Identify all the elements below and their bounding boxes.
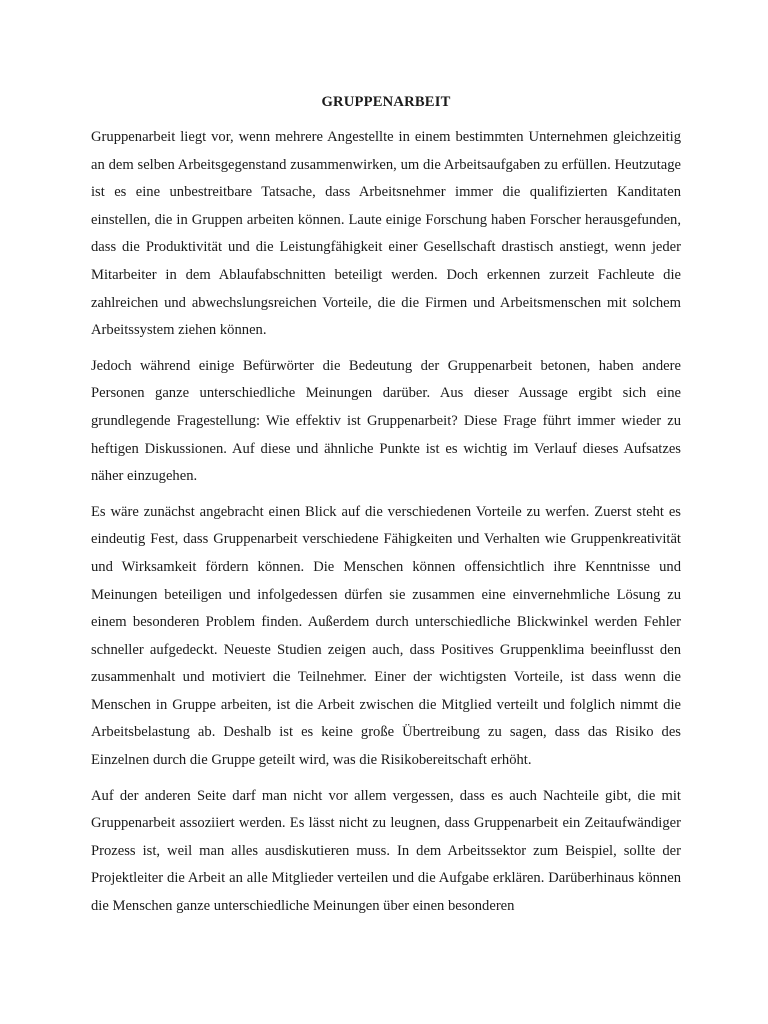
paragraph-question: Jedoch während einige Befürwörter die Bedeutung der Gruppenarbeit betonen, haben andere Personen ganze unterschiedliche Meinungen darüber. Aus dieser Aussage ergibt sich eine grundlegende Fragestellung: Wie effektiv ist Gruppenarbeit? Diese Frage führt immer wieder zu heftigen Diskussionen. Auf diese und ähnliche Punkte ist es wichtig im Verlauf dieses Aufsatzes näher einzugehen. xyxy=(91,357,681,485)
paragraph-introduction: Gruppenarbeit liegt vor, wenn mehrere Angestellte in einem bestimmten Unternehmen gleichzeitig an dem selben Arbeitsgegenstand zusammenwirken, um die Arbeitsaufgaben zu erfüllen. Heutzutage ist es eine unbestreitbare Tatsache, dass Arbeitsnehmer immer die qualifizierten Kanditaten einstellen, die in Gruppen arbeiten können. Laute einige Forschung haben Forscher herausgefunden, dass die Produktivität und die Leistungfähigkeit einer Gesellschaft drastisch anstiegt, wenn jeder Mitarbeiter in dem Ablaufabschnitten beteiligt werden. Doch erkennen zurzeit Fachleute die zahlreichen und abwechslungsreichen Vorteile, die die Firmen und Arbeitsmenschen mit solchem Arbeitssystem ziehen können. xyxy=(91,129,681,339)
document-page xyxy=(91,84,681,929)
paragraph-advantages: Es wäre zunächst angebracht einen Blick auf die verschiedenen Vorteile zu werfen. Zuerst steht es eindeutig Fest, dass Gruppenarbeit verschiedene Fähigkeiten und Verhalten wie Gruppenkreativität und Wirksamkeit fördern können. Die Menschen können offensichtlich ihre Kenntnisse und Meinungen beteiligen und infolgedessen dürfen sie zusammen eine einvernehmliche Lösung zu einem besonderen Problem finden. Außerdem durch unterschiedliche Blickwinkel werden Fehler schneller aufgedeckt. Neueste Studien zeigen auch, dass Positives Gruppenklima beeinflusst den zusammenhalt und motiviert die Teilnehmer. Einer der wichtigsten Vorteile, ist dass wenn die Menschen in Gruppe arbeiten, ist die Arbeit zwischen die Mitglied verteilt und folglich nimmt die Arbeitsbelastung ab. Deshalb ist es keine große Übertreibung zu sagen, dass das Risiko des Einzelnen durch die Gruppe geteilt wird, was die Risikobereitschaft erhöht. xyxy=(91,503,681,769)
paragraph-disadvantages: Auf der anderen Seite darf man nicht vor allem vergessen, dass es auch Nachteile gibt, die mit Gruppenarbeit assoziiert werden. Es lässt nicht zu leugnen, dass Gruppenarbeit ein Zeitaufwändiger Prozess ist, weil man alles ausdiskutieren muss. In dem Arbeitssektor zum Beispiel, sollte der Projektleiter die Arbeit an alle Mitglieder verteilen und die Aufgabe erklären. Darüberhinaus können die Menschen ganze unterschiedliche Meinungen über einen besonderen xyxy=(91,787,681,915)
document-title: GRUPPENARBEIT xyxy=(321,94,451,110)
